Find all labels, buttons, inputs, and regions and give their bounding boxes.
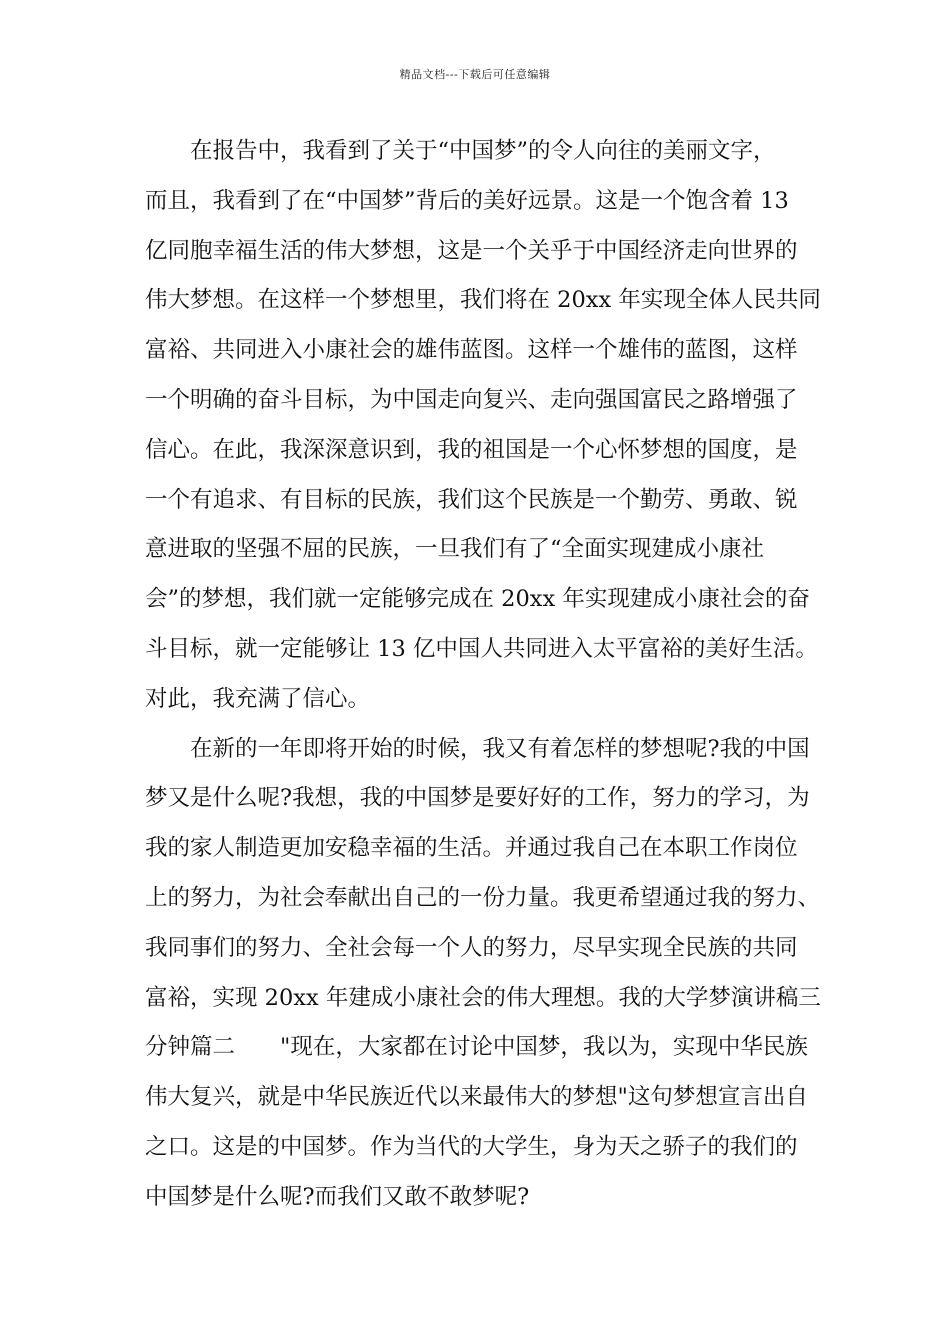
paragraph-line: 富裕、共同进入小康社会的雄伟蓝图。这样一个雄伟的蓝图，这样 xyxy=(145,337,798,364)
paragraph-line: 意进取的坚强不屈的民族，一旦我们有了“全面实现建成小康社 xyxy=(145,536,765,563)
document-body xyxy=(145,127,821,1223)
paragraph-line: 在报告中，我看到了关于“中国梦”的令人向往的美丽文字， xyxy=(190,138,776,164)
paragraph-line: 亿同胞幸福生活的伟大梦想，这是一个关乎于中国经济走向世界的 xyxy=(145,237,798,264)
page-header: 精品文档---下载后可任意编辑 xyxy=(399,68,551,81)
paragraph-line: 信心。在此，我深深意识到，我的祖国是一个心怀梦想的国度，是 xyxy=(145,436,798,463)
paragraph-line: 我同事们的努力、全社会每一个人的努力，尽早实现全民族的共同 xyxy=(145,934,798,961)
paragraph-line: 一个明确的奋斗目标，为中国走向复兴、走向强国富民之路增强了 xyxy=(145,386,798,413)
paragraph-line: 在新的一年即将开始的时候，我又有着怎样的梦想呢?我的中国 xyxy=(190,735,810,762)
paragraph-line: 中国梦是什么呢?而我们又敢不敢梦呢? xyxy=(145,1183,530,1210)
paragraph-line: 伟大梦想。在这样一个梦想里，我们将在 20xx 年实现全体人民共同 xyxy=(145,287,821,314)
paragraph-line: 一个有追求、有目标的民族，我们这个民族是一个勤劳、勇敢、锐 xyxy=(145,486,798,513)
paragraph-line: 而且，我看到了在“中国梦”背后的美好远景。这是一个饱含着 13 xyxy=(145,187,789,214)
paragraph-line: 伟大复兴，就是中华民族近代以来最伟大的梦想"这句梦想宣言出自 xyxy=(145,1084,808,1111)
paragraph-line: 对此，我充满了信心。 xyxy=(145,685,371,712)
paragraph-line: 会”的梦想，我们就一定能够完成在 20xx 年实现建成小康社会的奋 xyxy=(145,586,810,613)
paragraph-line: 之口。这是的中国梦。作为当代的大学生，身为天之骄子的我们的 xyxy=(145,1133,798,1160)
paragraph-line: 分钟篇二 "现在，大家都在讨论中国梦，我以为，实现中华民族 xyxy=(145,1034,808,1061)
paragraph-line: 富裕，实现 20xx 年建成小康社会的伟大理想。我的大学梦演讲稿三 xyxy=(145,984,821,1011)
paragraph-line: 上的努力，为社会奉献出自己的一份力量。我更希望通过我的努力、 xyxy=(145,884,821,911)
paragraph-line: 梦又是什么呢?我想，我的中国梦是要好好的工作，努力的学习，为 xyxy=(145,785,810,812)
paragraph-line: 我的家人制造更加安稳幸福的生活。并通过我自己在本职工作岗位 xyxy=(145,835,798,862)
paragraph-line: 斗目标，就一定能够让 13 亿中国人共同进入太平富裕的美好生活。 xyxy=(145,635,818,662)
